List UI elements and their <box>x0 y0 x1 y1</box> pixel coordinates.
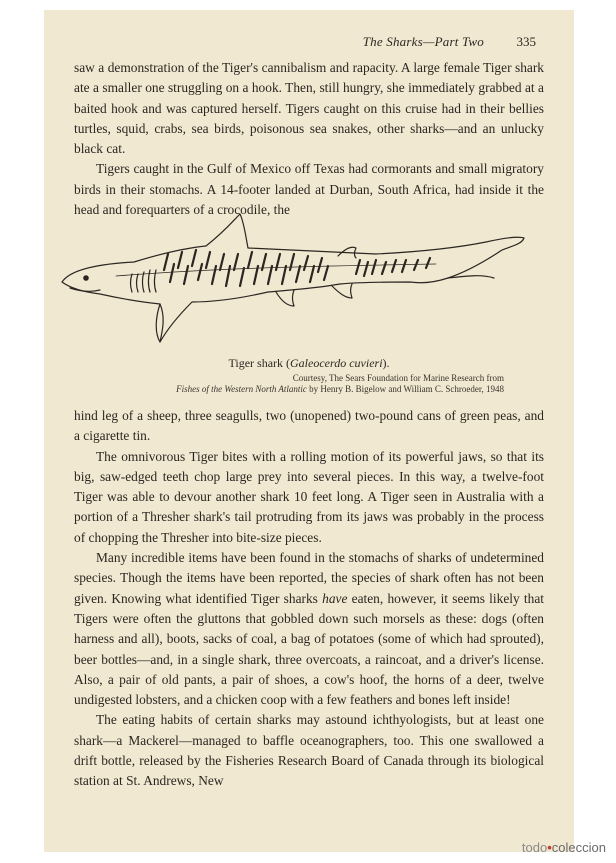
paragraph: hind leg of a sheep, three seagulls, two (unopened) two-pound cans of green peas, and a cigarette tin. <box>74 408 544 444</box>
figure-caption: Tiger shark (Galeocerdo cuvieri). <box>228 356 390 370</box>
shark-anal-fin <box>276 290 294 306</box>
shark-gill <box>137 274 139 292</box>
page-number: 335 <box>516 34 536 49</box>
figure-credit: Courtesy, The Sears Foundation for Marine Research from Fishes of the Western North Atlantic by Henry B. Bigelow and William C. Schroeder, 1948 <box>176 373 504 394</box>
paragraph: Tigers caught in the Gulf of Mexico off Texas had cormorants and small migratory birds in their stomachs. A 14-footer landed at Durban, South Africa, had inside it the head and forequarters of a crocodile, the <box>74 161 545 218</box>
book-page <box>44 10 574 852</box>
shark-gill <box>131 274 133 292</box>
paragraph: The omnivorous Tiger bites with a rolling motion of its powerful jaws, so that its big, saw-edged teeth chop large prey into several pieces. In this way, a twelve-foot Tiger was able to devour another shark 10 feet long. A Tiger seen in Australia with a portion of a Thresher shark's tail protruding from its jaws was probably in the process of chopping the Thresher into bite-size pieces. <box>74 448 544 545</box>
running-head: The Sharks—Part Two <box>362 34 484 49</box>
tiger-shark-illustration <box>56 208 526 358</box>
text-block-top <box>74 58 544 220</box>
page-header <box>44 34 574 52</box>
text-block-bottom <box>74 406 544 792</box>
watermark-logo: todo•coleccion <box>521 840 606 855</box>
paragraph: Many incredible items have been found in the stomachs of sharks of undetermined species. Though the items have been reported, the species of shark often has not been given. Knowing what identified Tiger sharks have eaten, however, it seems likely that Tigers were often the gluttons that gobbled down such morsels as these: dogs (often harness and all), boots, sacks of coal, a bag of potatoes (some of which had sprouted), beer bottles—and, in a single shark, three overcoats, a raincoat, and a driver's license. Also, a pair of old pants, a pair of shoes, a cow's hoof, the horns of a deer, twelve undigested lobsters, and a chicken coop with a few feathers and bones left inside! <box>74 550 545 708</box>
shark-pectoral-fin <box>160 304 163 342</box>
shark-pelvic-fin <box>332 284 352 298</box>
paragraph: The eating habits of certain sharks may astound ichthyologists, but at least one shark—a Mackerel—managed to baffle oceanographers, too. This one swallowed a drift bottle, released by the Fisheries Research Board of Canada through its biological station at St. Andrews, New <box>74 712 544 789</box>
shark-stripes <box>164 250 430 286</box>
paragraph: saw a demonstration of the Tiger's cannibalism and rapacity. A large female Tiger shark ate a smaller one struggling on a hook. Then, still hungry, she immediately grabbed at a baited hook and was captured herself. Tigers caught on this cruise had in their bellies turtles, squid, crabs, sea birds, poisonous sea snakes, other sharks—and an unlucky black cat. <box>74 60 544 157</box>
shark-eye <box>84 276 88 280</box>
shark-gill <box>143 272 145 292</box>
